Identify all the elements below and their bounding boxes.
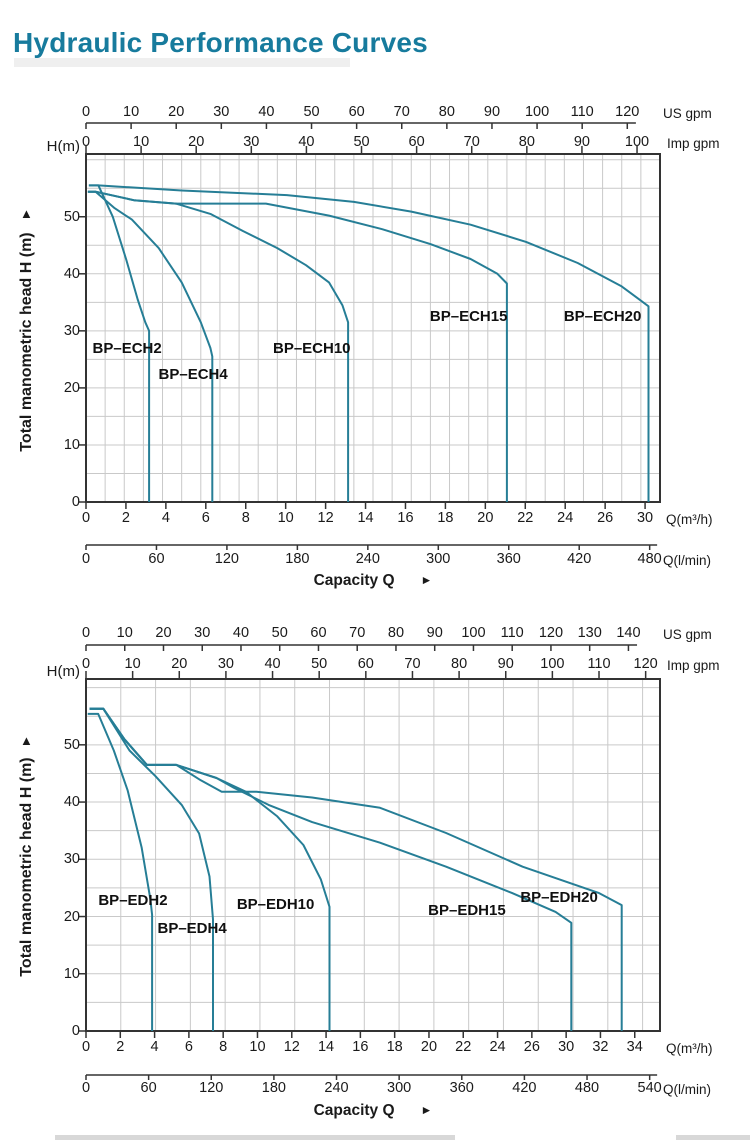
y-tick-label: 30	[63, 851, 80, 868]
lmin-unit-label: Q(l/min)	[663, 1082, 711, 1097]
imp-gpm-tick-label: 100	[540, 656, 565, 672]
y-tick-label: 0	[71, 494, 80, 510]
m3h-tick-label: 30	[636, 510, 654, 526]
m3h-tick-label: 8	[219, 1039, 228, 1055]
curve-bp-edh2	[88, 714, 152, 1031]
imp-gpm-tick-label: 100	[624, 134, 650, 150]
us-gpm-tick-label: 20	[168, 104, 185, 120]
us-gpm-tick-label: 100	[461, 625, 486, 641]
m3h-tick-label: 2	[116, 1039, 125, 1055]
lmin-tick-label: 240	[355, 551, 380, 567]
scan-artifact-bottom-right	[676, 1135, 750, 1140]
m3h-tick-label: 16	[352, 1039, 369, 1055]
lmin-tick-label: 300	[426, 551, 451, 567]
us-gpm-tick-label: 20	[155, 625, 172, 641]
m3h-tick-label: 0	[81, 510, 91, 526]
y-tick-label: 10	[63, 436, 80, 453]
curve-label: BP–ECH2	[92, 340, 162, 358]
imp-gpm-tick-label: 10	[133, 134, 150, 150]
imp-gpm-tick-label: 50	[353, 134, 370, 150]
y-axis-title: Total manometric head H (m)	[18, 757, 35, 977]
us-gpm-tick-label: 80	[438, 104, 455, 120]
x-axis-title: Capacity Q	[313, 1102, 395, 1119]
us-gpm-tick-label: 0	[81, 625, 91, 641]
m3h-unit-label: Q(m³/h)	[666, 1041, 713, 1056]
y-axis-up-arrow-icon: ▲	[20, 733, 33, 748]
x-axis-title: Capacity Q	[313, 572, 395, 589]
lmin-tick-label: 480	[637, 551, 662, 567]
imp-gpm-tick-label: 70	[463, 134, 480, 150]
lmin-tick-label: 540	[637, 1080, 662, 1096]
us-gpm-tick-label: 30	[213, 104, 230, 120]
m3h-tick-label: 12	[317, 510, 334, 526]
m3h-tick-label: 14	[317, 1039, 335, 1055]
us-gpm-unit-label: US gpm	[663, 106, 712, 121]
y-axis-head-label: H(m)	[46, 138, 80, 155]
lmin-tick-label: 360	[449, 1080, 474, 1096]
right-arrow-icon: ►	[420, 1103, 433, 1117]
imp-gpm-tick-label: 20	[188, 134, 205, 150]
lmin-tick-label: 120	[199, 1080, 224, 1096]
imp-gpm-tick-label: 0	[81, 134, 91, 150]
us-gpm-tick-label: 110	[500, 625, 524, 641]
imp-gpm-tick-label: 40	[298, 134, 315, 150]
lmin-tick-label: 300	[387, 1080, 412, 1096]
plot-border	[86, 679, 660, 1031]
us-gpm-tick-label: 90	[483, 104, 501, 120]
us-gpm-tick-label: 120	[615, 104, 640, 120]
y-tick-label: 50	[63, 208, 80, 225]
m3h-tick-label: 22	[455, 1039, 472, 1055]
curve-bp-edh20	[90, 709, 622, 1031]
m3h-tick-label: 24	[489, 1039, 506, 1055]
lmin-tick-label: 120	[214, 551, 240, 567]
right-arrow-icon: ►	[420, 573, 433, 587]
m3h-tick-label: 16	[397, 510, 414, 526]
imp-gpm-tick-label: 30	[243, 134, 260, 150]
us-gpm-unit-label: US gpm	[663, 627, 712, 642]
curve-label: BP–ECH20	[563, 308, 642, 326]
curve-label: BP–ECH4	[158, 366, 228, 384]
imp-gpm-tick-label: 80	[451, 656, 468, 672]
scan-artifact-bottom-left	[55, 1135, 455, 1140]
m3h-tick-label: 24	[557, 510, 574, 526]
m3h-tick-label: 4	[161, 510, 170, 526]
m3h-tick-label: 2	[121, 510, 130, 526]
us-gpm-tick-label: 40	[258, 104, 275, 120]
scan-artifact-under-title	[14, 58, 350, 67]
curve-label: BP–EDH20	[520, 889, 598, 907]
imp-gpm-unit-label: Imp gpm	[667, 136, 720, 151]
m3h-tick-label: 10	[249, 1039, 266, 1055]
curve-bp-edh10	[90, 709, 330, 1031]
lmin-tick-label: 420	[512, 1080, 537, 1096]
us-gpm-tick-label: 50	[303, 104, 320, 120]
imp-gpm-tick-label: 10	[124, 656, 141, 672]
us-gpm-tick-label: 0	[81, 104, 91, 120]
y-axis-up-arrow-icon: ▲	[20, 206, 33, 221]
us-gpm-tick-label: 50	[271, 625, 288, 641]
m3h-tick-label: 22	[517, 510, 534, 526]
curve-label: BP–ECH10	[272, 340, 351, 358]
lmin-unit-label: Q(l/min)	[663, 553, 711, 568]
imp-gpm-unit-label: Imp gpm	[667, 658, 720, 673]
lmin-tick-label: 420	[567, 551, 592, 567]
m3h-tick-label: 20	[420, 1039, 438, 1055]
y-axis-head-label: H(m)	[46, 663, 80, 680]
imp-gpm-tick-label: 50	[311, 656, 328, 672]
m3h-tick-label: 34	[626, 1039, 643, 1055]
imp-gpm-tick-label: 110	[587, 656, 611, 672]
lmin-tick-label: 0	[81, 1080, 91, 1096]
y-tick-label: 40	[63, 794, 80, 811]
us-gpm-tick-label: 60	[348, 104, 365, 120]
curve-label: BP–EDH15	[428, 902, 506, 920]
us-gpm-tick-label: 70	[349, 625, 366, 641]
lmin-tick-label: 480	[574, 1080, 600, 1096]
us-gpm-tick-label: 140	[616, 625, 641, 641]
imp-gpm-tick-label: 20	[171, 656, 188, 672]
m3h-tick-label: 18	[386, 1039, 403, 1055]
imp-gpm-tick-label: 80	[518, 134, 535, 150]
us-gpm-tick-label: 60	[310, 625, 327, 641]
us-gpm-tick-label: 80	[387, 625, 405, 641]
m3h-tick-label: 18	[437, 510, 454, 526]
m3h-tick-label: 8	[241, 510, 250, 526]
x-axis-title-row	[86, 1102, 660, 1120]
us-gpm-tick-label: 40	[232, 625, 250, 641]
imp-gpm-tick-label: 60	[408, 134, 425, 150]
us-gpm-tick-label: 120	[538, 625, 564, 641]
curve-label: BP–EDH2	[98, 892, 168, 910]
m3h-tick-label: 12	[283, 1039, 300, 1055]
m3h-tick-label: 6	[201, 510, 210, 526]
lmin-tick-label: 60	[140, 1080, 157, 1096]
imp-gpm-tick-label: 90	[497, 656, 514, 672]
imp-gpm-tick-label: 90	[573, 134, 590, 150]
y-tick-label: 0	[71, 1023, 80, 1039]
us-gpm-tick-label: 10	[116, 625, 133, 641]
page-title: Hydraulic Performance Curves	[13, 26, 428, 58]
curve-label: BP–EDH4	[157, 920, 227, 938]
y-tick-label: 20	[63, 908, 80, 925]
us-gpm-tick-label: 90	[426, 625, 443, 641]
m3h-tick-label: 30	[558, 1039, 575, 1055]
y-tick-label: 50	[63, 736, 80, 753]
imp-gpm-tick-label: 30	[217, 656, 234, 672]
imp-gpm-tick-label: 70	[404, 656, 421, 672]
curve-label: BP–ECH15	[429, 308, 508, 326]
m3h-tick-label: 20	[477, 510, 494, 526]
m3h-tick-label: 4	[150, 1039, 159, 1055]
imp-gpm-tick-label: 40	[264, 656, 281, 672]
m3h-tick-label: 26	[523, 1039, 540, 1055]
m3h-tick-label: 26	[597, 510, 614, 526]
us-gpm-tick-label: 110	[570, 104, 594, 120]
curve-label: BP–EDH10	[236, 896, 315, 914]
us-gpm-tick-label: 10	[123, 104, 140, 120]
imp-gpm-tick-label: 60	[357, 656, 374, 672]
x-axis-title-row	[86, 572, 660, 590]
lmin-tick-label: 180	[261, 1080, 286, 1096]
y-tick-label: 20	[63, 379, 80, 396]
m3h-unit-label: Q(m³/h)	[666, 512, 713, 527]
imp-gpm-tick-label: 120	[633, 656, 658, 672]
us-gpm-tick-label: 100	[524, 104, 550, 120]
m3h-tick-label: 6	[184, 1039, 193, 1055]
m3h-tick-label: 14	[357, 510, 374, 526]
m3h-tick-label: 32	[592, 1039, 609, 1055]
y-tick-label: 40	[63, 265, 80, 282]
lmin-tick-label: 360	[496, 551, 521, 567]
y-axis-title: Total manometric head H (m)	[18, 232, 35, 452]
imp-gpm-tick-label: 0	[81, 656, 91, 672]
m3h-tick-label: 10	[277, 510, 294, 526]
lmin-tick-label: 180	[285, 551, 310, 567]
lmin-tick-label: 60	[148, 551, 165, 567]
y-tick-label: 30	[63, 322, 80, 339]
lmin-tick-label: 0	[81, 551, 91, 567]
lmin-tick-label: 240	[324, 1080, 349, 1096]
m3h-tick-label: 0	[81, 1039, 91, 1055]
us-gpm-tick-label: 30	[194, 625, 211, 641]
us-gpm-tick-label: 70	[393, 104, 410, 120]
us-gpm-tick-label: 130	[577, 625, 602, 641]
y-tick-label: 10	[63, 965, 80, 982]
